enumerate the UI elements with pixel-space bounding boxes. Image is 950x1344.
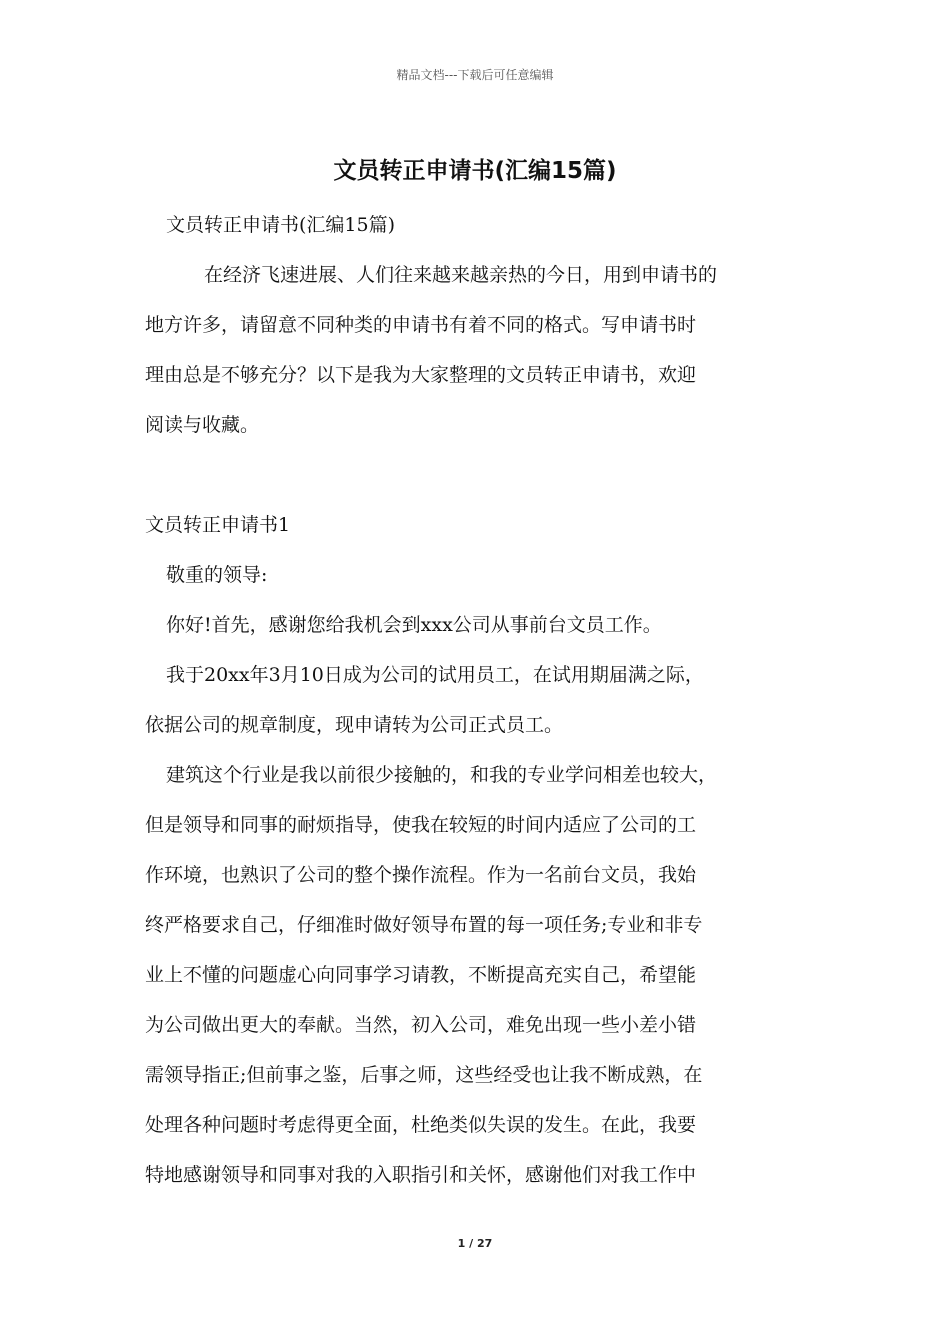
body-paragraph-line: 特地感谢领导和同事对我的入职指引和关怀，感谢他们对我工作中 <box>145 1164 697 1186</box>
body-paragraph-line: 作环境，也熟识了公司的整个操作流程。作为一名前台文员，我始 <box>145 864 697 886</box>
intro-paragraph-line: 理由总是不够充分？以下是我为大家整理的文员转正申请书，欢迎 <box>145 364 697 386</box>
body-paragraph-line: 业上不懂的问题虚心向同事学习请教，不断提高充实自己，希望能 <box>145 964 697 986</box>
section-heading: 文员转正申请书1 <box>145 514 291 536</box>
body-paragraph-line: 处理各种问题时考虑得更全面，杜绝类似失误的发生。在此，我要 <box>145 1114 697 1136</box>
page-header: 精品文档---下载后可任意编辑 <box>396 68 554 82</box>
body-paragraph-line: 终严格要求自己，仔细准时做好领导布置的每一项任务;专业和非专 <box>145 914 703 936</box>
intro-paragraph-line: 地方许多，请留意不同种类的申请书有着不同的格式。写申请书时 <box>145 314 697 336</box>
body-paragraph-line: 建筑这个行业是我以前很少接触的，和我的专业学问相差也较大， <box>166 764 718 786</box>
intro-paragraph-line: 在经济飞速进展、人们往来越来越亲热的今日，用到申请书的 <box>204 264 718 286</box>
body-paragraph-line: 但是领导和同事的耐烦指导，使我在较短的时间内适应了公司的工 <box>145 814 697 836</box>
body-paragraph-line: 为公司做出更大的奉献。当然，初入公司，难免出现一些小差小错 <box>145 1014 697 1036</box>
intro-paragraph-line: 阅读与收藏。 <box>145 414 260 436</box>
salutation: 敬重的领导: <box>166 564 268 586</box>
body-paragraph-line: 我于20xx年3月10日成为公司的试用员工，在试用期届满之际， <box>166 664 704 686</box>
body-paragraph-line: 依据公司的规章制度，现申请转为公司正式员工。 <box>145 714 564 736</box>
body-paragraph-line: 你好!首先，感谢您给我机会到xxx公司从事前台文员工作。 <box>166 614 662 636</box>
subtitle-line: 文员转正申请书(汇编15篇) <box>166 214 396 236</box>
page-number: 1 / 27 <box>457 1237 493 1250</box>
document-title: 文员转正申请书(汇编15篇) <box>333 158 617 184</box>
body-paragraph-line: 需领导指正;但前事之鉴，后事之师，这些经受也让我不断成熟，在 <box>145 1064 703 1086</box>
